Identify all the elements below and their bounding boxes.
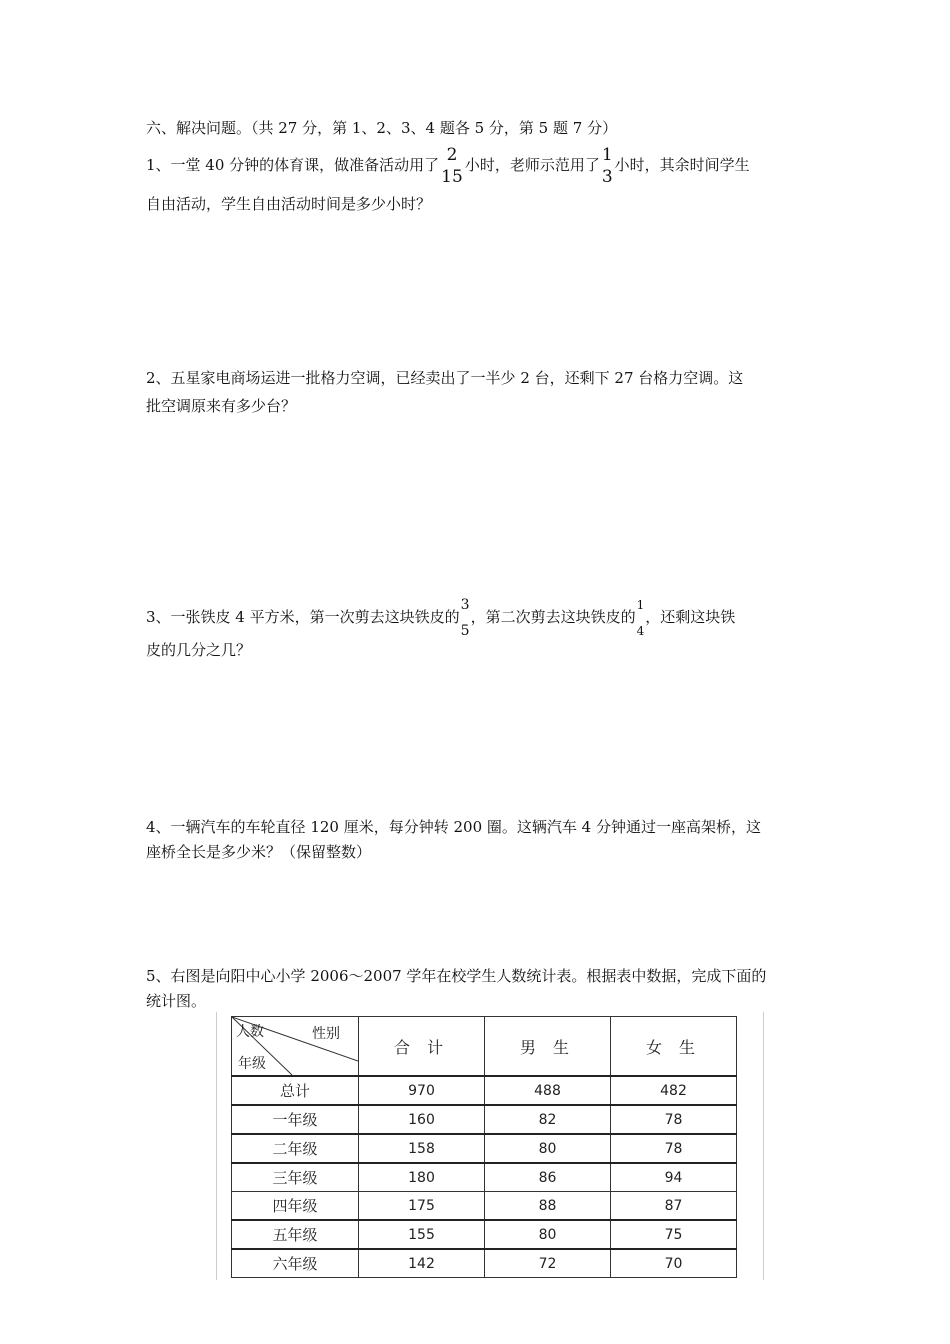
row-label: 二年级 [232,1134,359,1163]
corner-label-gender: 性别 [312,1026,340,1042]
fraction-1-3 [602,144,613,188]
question-4-line-2: 座桥全长是多少米？（保留整数） [146,843,372,861]
cell-girls: 94 [611,1163,737,1192]
question-3-line-1 [146,592,735,644]
cell-girls: 78 [611,1134,737,1163]
cell-girls: 87 [611,1192,737,1221]
cell-total: 158 [359,1134,485,1163]
cell-boys: 86 [485,1163,611,1192]
cell-boys: 80 [485,1134,611,1163]
section-title: 六、解决问题。（共 27 分，第 1、2、3、4 题各 5 分，第 5 题 7 分） [146,119,618,137]
fraction-1-4 [637,592,645,644]
question-1-text-b: 小时，老师示范用了 [464,156,600,174]
cell-total: 180 [359,1163,485,1192]
table-row [232,1192,737,1221]
fraction-denominator: 3 [601,167,613,187]
question-1-line-2: 自由活动，学生自由活动时间是多少小时？ [146,195,432,213]
row-label: 三年级 [232,1163,359,1192]
question-5-line-2: 统计图。 [146,992,207,1010]
row-label: 四年级 [232,1192,359,1221]
column-header-girls: 女 生 [611,1017,737,1077]
question-3-text-b: ，第二次剪去这块铁皮的 [470,608,636,626]
table-header-row [232,1017,737,1077]
cell-girls: 482 [611,1076,737,1105]
cell-boys: 82 [485,1105,611,1134]
table-row [232,1076,737,1105]
cell-boys: 488 [485,1076,611,1105]
question-1-line-1 [146,144,750,188]
question-2-line-1: 2、五星家电商场运进一批格力空调，已经卖出了一半少 2 台，还剩下 27 台格力空调。这 [146,369,744,387]
table-row [232,1249,737,1278]
column-header-total: 合 计 [359,1017,485,1077]
question-3-text-a: 3、一张铁皮 4 平方米，第一次剪去这块铁皮的 [146,608,460,626]
fraction-2-15 [441,144,463,188]
fraction-numerator: 3 [460,597,470,613]
table-row [232,1163,737,1192]
cell-girls: 75 [611,1220,737,1249]
student-count-table-image [216,1012,764,1280]
diagonal-header-cell [232,1017,359,1077]
fraction-numerator: 1 [601,145,613,165]
cell-girls: 78 [611,1105,737,1134]
row-label: 一年级 [232,1105,359,1134]
question-2-line-2: 批空调原来有多少台？ [146,397,297,415]
question-3-text-c: ，还剩这块铁 [645,608,736,626]
cell-total: 970 [359,1076,485,1105]
question-5-line-1: 5、右图是向阳中心小学 2006～2007 学年在校学生人数统计表。根据表中数据，完成下面的 [146,967,767,985]
column-header-boys: 男 生 [485,1017,611,1077]
cell-total: 142 [359,1249,485,1278]
question-4-line-1: 4、一辆汽车的车轮直径 120 厘米，每分钟转 200 圈。这辆汽车 4 分钟通过一座高架桥，这 [146,818,761,836]
table-row [232,1105,737,1134]
cell-boys: 88 [485,1192,611,1221]
corner-label-count: 人数 [236,1024,264,1040]
row-label: 六年级 [232,1249,359,1278]
fraction-3-5 [461,592,470,644]
question-1-text-c: 小时，其余时间学生 [614,156,750,174]
fraction-denominator: 5 [460,623,470,639]
cell-total: 175 [359,1192,485,1221]
cell-girls: 70 [611,1249,737,1278]
cell-boys: 80 [485,1220,611,1249]
question-1-text-a: 1、一堂 40 分钟的体育课，做准备活动用了 [146,156,440,174]
corner-label-grade: 年级 [238,1056,266,1072]
cell-total: 155 [359,1220,485,1249]
question-3-line-2: 皮的几分之几？ [146,641,252,659]
cell-boys: 72 [485,1249,611,1278]
student-count-table [231,1016,737,1278]
fraction-numerator: 1 [636,598,645,612]
row-label: 总计 [232,1076,359,1105]
row-label: 五年级 [232,1220,359,1249]
fraction-denominator: 15 [441,167,463,187]
table-row [232,1134,737,1163]
fraction-numerator: 2 [446,145,458,165]
cell-total: 160 [359,1105,485,1134]
fraction-denominator: 4 [636,624,645,638]
table-row [232,1220,737,1249]
